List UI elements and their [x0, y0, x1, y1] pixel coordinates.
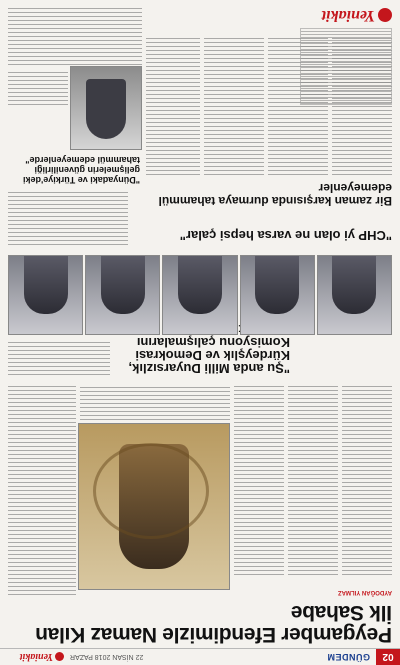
main-byline: AYDOĞAN YILMAZ	[337, 589, 392, 595]
second-article-title: "Şu anda Milli Duyarsızlık, Kürdeyşlık ve Demokrasi Komisyonu çalışmalarını	[128, 335, 290, 376]
footer-masthead	[312, 5, 392, 25]
main-headline: Peygamber Efendimizle Namaz Kılan İlk Sahabe	[35, 601, 392, 646]
quote-article-subtitle: Bir zaman karşısında durmaya tahammül edemeyenler	[158, 181, 392, 208]
text-column	[288, 385, 338, 575]
text-column	[8, 339, 110, 375]
text-column	[8, 190, 128, 245]
photo	[240, 255, 315, 335]
main-photo	[78, 423, 230, 590]
page-number: 02	[376, 649, 400, 665]
footer-masthead-title: Yeniakit	[321, 7, 375, 24]
imprint-box	[300, 28, 392, 105]
section-label: GÜNDEM	[327, 652, 370, 662]
text-column	[80, 385, 230, 420]
photo	[85, 255, 160, 335]
side-photo	[70, 66, 142, 150]
side-article-title: "Dünyadaki ve Türkiye'deki gelişmelerin güvenilirliği tahammül edemeyenlerde"	[23, 155, 140, 185]
masthead-title: Yeniakit	[19, 651, 53, 663]
calligraphy-ornament	[93, 443, 209, 539]
masthead-logo-icon	[55, 653, 64, 662]
text-column	[8, 385, 76, 595]
text-column	[342, 385, 392, 575]
issue-date: 22 NİSAN 2018 PAZAR	[70, 653, 144, 661]
photo-strip	[8, 255, 392, 335]
text-column	[204, 35, 264, 175]
text-column	[8, 69, 68, 105]
photo	[8, 255, 83, 335]
text-column	[146, 35, 200, 175]
footer-logo-icon	[378, 8, 392, 22]
quote-article-title: "CHP yi olan ne varsa hepsi çalar"	[179, 228, 392, 243]
photo	[162, 255, 237, 335]
photo	[317, 255, 392, 335]
header-masthead	[4, 651, 64, 663]
text-column	[234, 385, 284, 575]
text-column	[8, 7, 142, 65]
